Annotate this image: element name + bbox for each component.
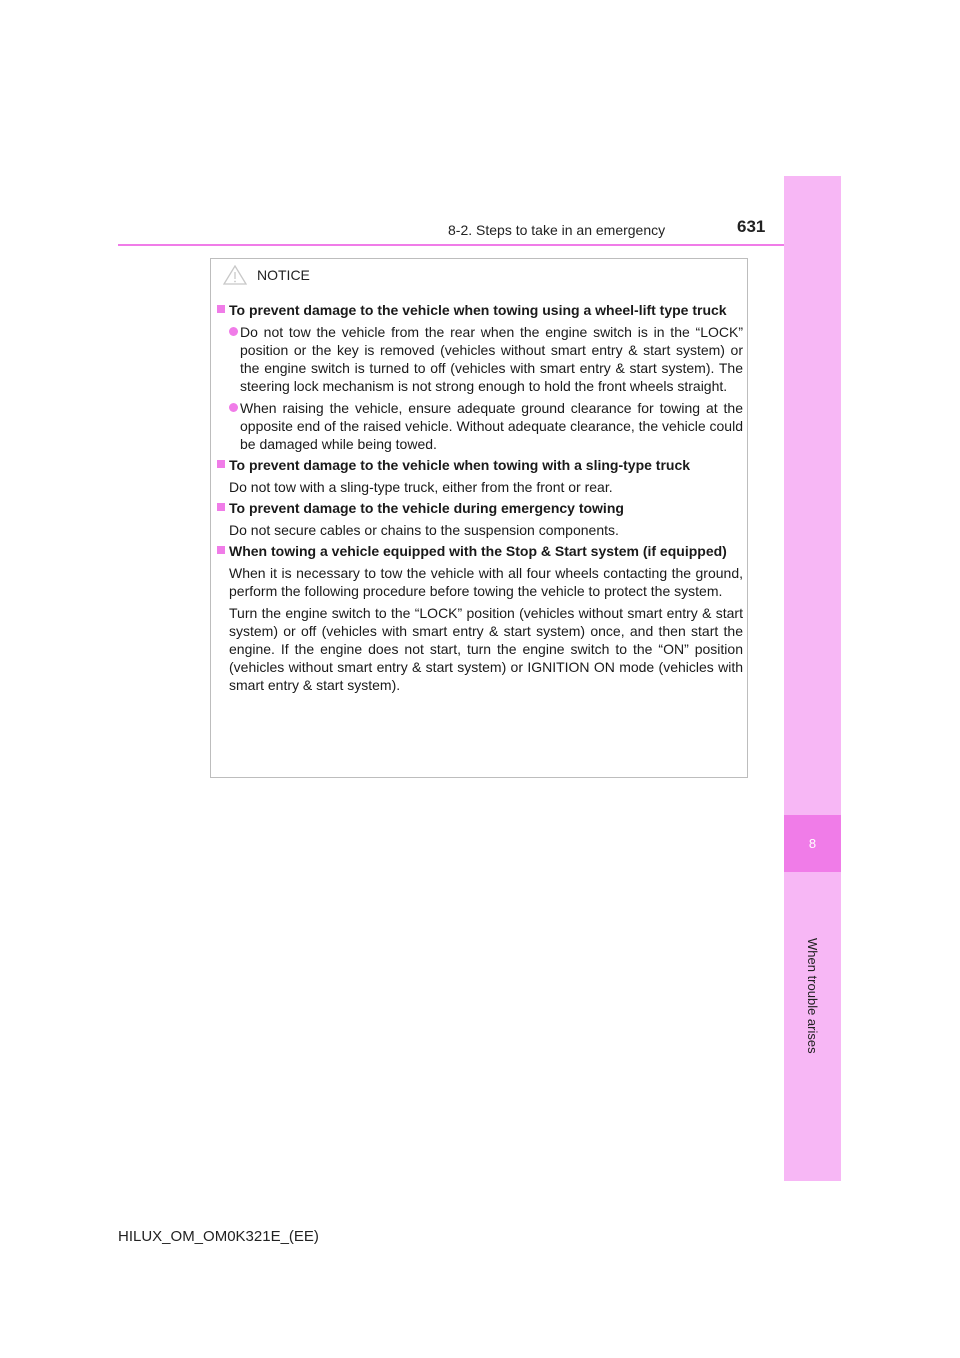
paragraph: Turn the engine switch to the “LOCK” position (vehicles without smart entry & start system) or off (vehicles with smart entry & start system) once, and then start the engine. If the engine does not start, turn the engine switch to the “ON” position (vehicles without smart entry & start system) or IGNITION ON mode (vehicles with smart entry & start system).	[229, 605, 743, 693]
section-heading-text: To prevent damage to the vehicle when towing using a wheel-lift type truck	[229, 302, 727, 318]
square-bullet-icon	[217, 546, 225, 554]
chapter-number: 8	[784, 815, 841, 872]
bullet-item	[217, 323, 743, 395]
chapter-title: When trouble arises	[805, 938, 820, 1054]
footer-doc-code: HILUX_OM_OM0K321E_(EE)	[118, 1228, 319, 1245]
square-bullet-icon	[217, 503, 225, 511]
section-heading	[217, 499, 743, 517]
section-title: 8-2. Steps to take in an emergency	[448, 222, 666, 238]
bullet-text: Do not tow the vehicle from the rear when the engine switch is in the “LOCK” position or the key is removed (vehicles without smart entry & start system) or the engine switch is turned to off (vehicles with smart entry & start system). The steering lock mechanism is not strong enough to hold the front wheels straight.	[240, 324, 743, 394]
notice-title: NOTICE	[257, 267, 310, 283]
dot-bullet-icon	[229, 403, 238, 412]
notice-body	[217, 298, 743, 694]
page-number: 631	[737, 217, 766, 236]
paragraph: Do not secure cables or chains to the suspension components.	[229, 522, 619, 538]
section-heading-text: To prevent damage to the vehicle when towing with a sling-type truck	[229, 457, 691, 473]
section-heading	[217, 542, 743, 560]
notice-header	[223, 265, 310, 285]
section-heading-text: To prevent damage to the vehicle during emergency towing	[229, 500, 624, 516]
paragraph: When it is necessary to tow the vehicle with all four wheels contacting the ground, perform the following procedure before towing the vehicle to protect the system.	[229, 565, 743, 599]
notice-box	[210, 258, 748, 778]
section-heading	[217, 456, 743, 474]
bullet-item	[217, 399, 743, 453]
header-divider	[118, 244, 784, 246]
paragraph: Do not tow with a sling-type truck, either from the front or rear.	[229, 479, 613, 495]
warning-triangle-icon	[223, 265, 247, 285]
section-heading-text: When towing a vehicle equipped with the Stop & Start system (if equipped)	[229, 543, 727, 559]
dot-bullet-icon	[229, 327, 238, 336]
square-bullet-icon	[217, 305, 225, 313]
section-heading	[217, 301, 743, 319]
square-bullet-icon	[217, 460, 225, 468]
bullet-text: When raising the vehicle, ensure adequate ground clearance for towing at the opposite end of the raised vehicle. Without adequate clearance, the vehicle could be damaged while being towed.	[240, 400, 743, 452]
